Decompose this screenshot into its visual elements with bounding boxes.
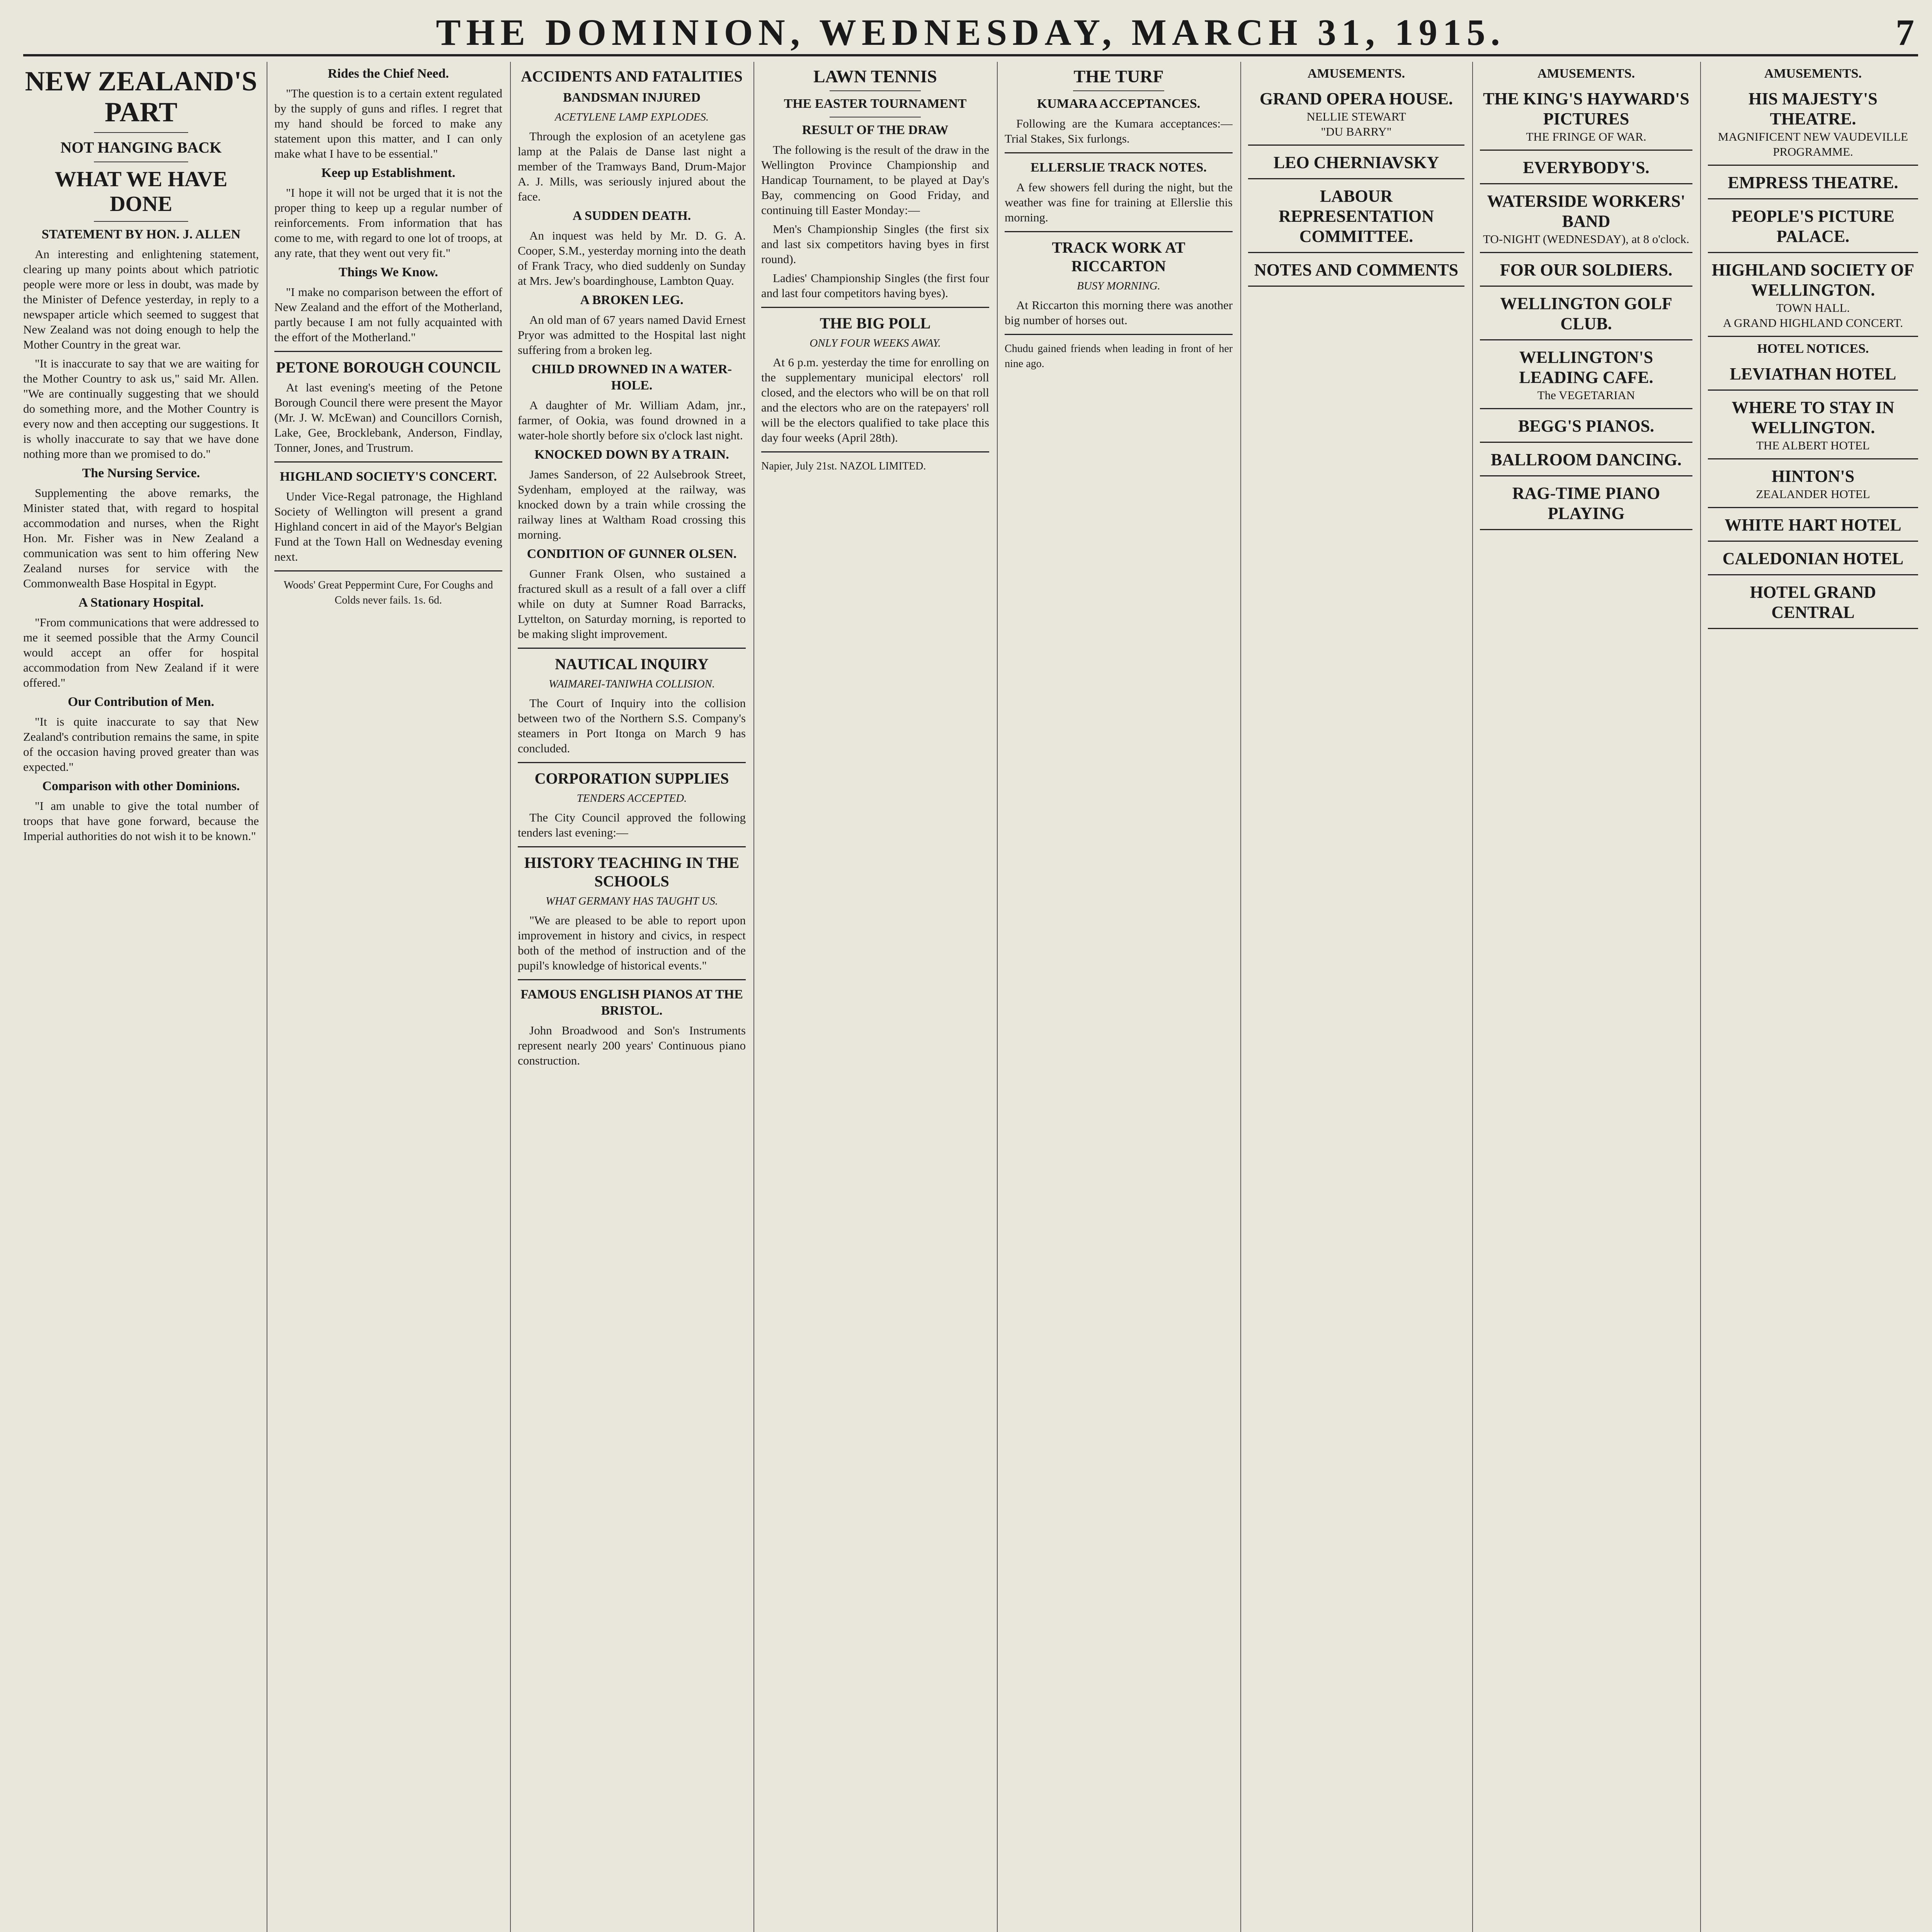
article-paragraph: "I hope it will not be urged that it is not the proper thing to keep up a regular number of reinforcements. From information that has come to me, with regard to one lot of troops, at any rate, that they went out very fit."	[274, 186, 502, 260]
ad-title: BEGG'S PIANOS.	[1518, 417, 1655, 435]
ad-text: THE FRINGE OF WAR.	[1526, 130, 1646, 143]
article-paragraph: Supplementing the above remarks, the Minister stated that, with regard to hospital accommodation and nurses, when the Right Hon. Mr. Fisher was in New Zealand a communication was sent to him offering New Zealand nurses for service with the Commonwealth Base Hospital in Egypt.	[23, 486, 259, 590]
subhead: HIGHLAND SOCIETY'S CONCERT.	[279, 469, 497, 484]
subhead: THE EASTER TOURNAMENT	[784, 97, 967, 111]
ad-title: HIS MAJESTY'S THEATRE.	[1748, 89, 1878, 128]
ad-title: HIGHLAND SOCIETY OF WELLINGTON.	[1711, 260, 1914, 299]
subhead: Comparison with other Dominions.	[42, 779, 240, 793]
column-4	[761, 62, 989, 1932]
advertisement	[1480, 257, 1692, 287]
article-paragraph: At 6 p.m. yesterday the time for enrolling on the supplementary municipal electors' roll closed, and the electors who will be on that roll and the electors who are on the ratepayers' roll will be the electors qualified to take place this day four weeks (April 28th).	[761, 355, 989, 444]
advertisement	[1480, 447, 1692, 476]
article-paragraph: The following is the result of the draw in the Wellington Province Championship and Handicap Tournament, to be played at Day's Bay, commencing on Good Friday, and continuing till Easter Monday:—	[761, 143, 989, 217]
article-paragraph: Ladies' Championship Singles (the first four and last four competitors having byes).	[761, 271, 989, 300]
advertisement	[1708, 546, 1918, 575]
advertisement	[1708, 463, 1918, 508]
article-paragraph: The Court of Inquiry into the collision between two of the Northern S.S. Company's steamers in Port Itonga on March 9 has concluded.	[518, 696, 746, 755]
article-paragraph: "We are pleased to be able to report upon improvement in history and civics, in respect both of the method of instruction and of the pupil's knowledge of historical events."	[518, 913, 746, 972]
article-paragraph: "From communications that were addressed to me it seemed possible that the Army Council would accept an offer for hospital accommodation from New Zealand if it were offered."	[23, 616, 259, 689]
section-headline: AMUSEMENTS.	[1764, 66, 1862, 81]
article-paragraph: Men's Championship Singles (the first six and last six competitors having byes in first round).	[761, 222, 989, 266]
subhead: The Nursing Service.	[82, 466, 200, 480]
ad-title: RAG-TIME PIANO PLAYING	[1512, 484, 1660, 523]
advertisement	[1708, 512, 1918, 542]
article-paragraph: An old man of 67 years named David Ernest Pryor was admitted to the Hospital last night suffering from a broken leg.	[518, 313, 746, 357]
section-headline: AMUSEMENTS.	[1537, 66, 1635, 81]
headline: NEW ZEALAND'S PART	[25, 66, 257, 128]
article-paragraph: An inquest was held by Mr. D. G. A. Cooper, S.M., yesterday morning into the death of Frank Tracy, who died suddenly on Sunday at Mrs. Jew's boardinghouse, Lambton Quay.	[518, 229, 746, 287]
subhead: BANDSMAN INJURED	[563, 90, 701, 105]
section-headline: THE BIG POLL	[820, 315, 931, 332]
subhead: A BROKEN LEG.	[580, 293, 684, 307]
ad-title: GRAND OPERA HOUSE.	[1260, 89, 1453, 108]
ad-text: The VEGETARIAN	[1537, 388, 1635, 402]
ad-title: WELLINGTON'S LEADING CAFE.	[1519, 348, 1653, 387]
ad-title: EMPRESS THEATRE.	[1728, 173, 1898, 192]
column-rule	[753, 62, 754, 1932]
section-headline: LAWN TENNIS	[813, 66, 937, 86]
column-amusements-1	[1248, 62, 1464, 1932]
ad-title: LEO CHERNIAVSKY	[1273, 153, 1439, 172]
section-headline: THE TURF	[1073, 66, 1164, 86]
advertisement	[1480, 413, 1692, 443]
advertisement	[1480, 188, 1692, 253]
column-3	[518, 62, 746, 1932]
article-paragraph: "I am unable to give the total number of troops that have gone forward, because the Imperial authorities do not wish it to be known."	[23, 799, 259, 843]
advertisement	[1708, 86, 1918, 166]
article-paragraph: James Sanderson, of 22 Aulsebrook Street, Sydenham, employed at the railway, was knocked down by a train while crossing the railway lines at Waltham Road crossing this morning.	[518, 468, 746, 541]
masthead-title: THE DOMINION, WEDNESDAY, MARCH 31, 1915.	[436, 12, 1505, 53]
article-paragraph: "The question is to a certain extent regulated by the supply of guns and rifles. I regret that my hand should be forced to make any statement upon this matter, and I can only make what I have to be essential."	[274, 87, 502, 160]
ad-title: LABOUR REPRESENTATION COMMITTEE.	[1279, 187, 1434, 246]
subhead: KUMARA ACCEPTANCES.	[1037, 97, 1201, 111]
subdeck: WHAT GERMANY HAS TAUGHT US.	[545, 895, 718, 907]
column-amusements-2	[1480, 62, 1692, 1932]
advertisement	[1708, 395, 1918, 459]
subhead: RESULT OF THE DRAW	[802, 123, 949, 137]
article-paragraph: The City Council approved the following tenders last evening:—	[518, 811, 746, 839]
column-5	[1005, 62, 1233, 1932]
column-rule	[1240, 62, 1241, 1932]
subhead: Our Contribution of Men.	[68, 695, 214, 709]
deck: STATEMENT BY HON. J. ALLEN	[41, 227, 241, 242]
advertisement	[1708, 257, 1918, 337]
ad-headline: FAMOUS ENGLISH PIANOS AT THE BRISTOL.	[520, 987, 743, 1018]
advertisement	[1248, 183, 1464, 253]
masthead	[23, 8, 1918, 56]
article-paragraph: An interesting and enlightening statement, clearing up many points about which patriotic people were more or less in doubt, was made by the Minister of Defence yesterday, in reply to a newspaper article which seemed to suggest that New Zealand was not doing enough to help the Mother Country in the great war.	[23, 247, 259, 351]
article-paragraph: At Riccarton this morning there was another big number of horses out.	[1005, 298, 1233, 327]
article-paragraph: A daughter of Mr. William Adam, jnr., farmer, of Ookia, was found drowned in a water-hole shortly before six o'clock last night.	[518, 398, 746, 442]
article-paragraph: Gunner Frank Olsen, who sustained a fractured skull as a result of a fall over a cliff while on duty at Sumner Road Barracks, Lyttelton, on Saturday morning, is reported to be making slight improvement.	[518, 567, 746, 641]
ad-title: WELLINGTON GOLF CLUB.	[1500, 294, 1672, 333]
deck: NOT HANGING BACK	[60, 139, 222, 156]
section-headline: PETONE BOROUGH COUNCIL	[276, 359, 501, 376]
ad-text: THE ALBERT HOTEL	[1756, 439, 1870, 452]
subdeck: BUSY MORNING.	[1077, 280, 1160, 292]
section-headline: NAUTICAL INQUIRY	[555, 655, 709, 673]
section-headline: ACCIDENTS AND FATALITIES	[521, 68, 743, 85]
section-headline: HOTEL NOTICES.	[1757, 342, 1869, 356]
section-headline: AMUSEMENTS.	[1307, 66, 1405, 81]
ad-title: WHERE TO STAY IN WELLINGTON.	[1731, 398, 1895, 437]
ad-text: MAGNIFICENT NEW VAUDEVILLE PROGRAMME.	[1718, 130, 1908, 158]
advertisement	[1480, 480, 1692, 530]
subhead: CHILD DROWNED IN A WATER-HOLE.	[531, 362, 732, 393]
ad-text: TO-NIGHT (WEDNESDAY), at 8 o'clock.	[1483, 232, 1689, 246]
section-headline: CORPORATION SUPPLIES	[534, 770, 729, 787]
article-paragraph: Following are the Kumara acceptances:— Trial Stakes, Six furlongs.	[1005, 117, 1233, 145]
ad-title: WATERSIDE WORKERS' BAND	[1487, 192, 1685, 231]
column-2	[274, 62, 502, 1932]
ad-title: FOR OUR SOLDIERS.	[1500, 260, 1673, 279]
column-rule	[997, 62, 998, 1932]
ad-title: NOTES AND COMMENTS	[1254, 260, 1459, 279]
ad-title: BALLROOM DANCING.	[1491, 450, 1682, 469]
column-1	[23, 62, 259, 1932]
ad-text: "DU BARRY"	[1321, 125, 1392, 138]
ad-title: LEVIATHAN HOTEL	[1730, 364, 1896, 383]
advertisement	[1708, 203, 1918, 253]
footer-ad: Woods' Great Peppermint Cure, For Coughs and Colds never fails. 1s. 6d.	[284, 579, 493, 606]
article-paragraph: A few showers fell during the night, but the weather was fine for training at Ellerslie this morning.	[1005, 180, 1233, 224]
advertisement	[1248, 257, 1464, 287]
article-paragraph: Under Vice-Regal patronage, the Highland Society of Wellington will present a grand Highland concert in aid of the Mayor's Belgian Fund at the Town Hall on Wednesday evening next.	[274, 490, 502, 563]
ad-text: John Broadwood and Son's Instruments represent nearly 200 years' Continuous piano construction.	[518, 1024, 746, 1067]
ad-title: EVERYBODY'S.	[1523, 158, 1650, 177]
advertisement	[1480, 344, 1692, 409]
footer-ad: Napier, July 21st. NAZOL LIMITED.	[761, 460, 926, 472]
advertisement	[1248, 150, 1464, 179]
footer-text: Chudu gained friends when leading in front of her nine ago.	[1005, 343, 1233, 370]
ad-title: HINTON'S	[1771, 467, 1855, 486]
advertisement	[1480, 291, 1692, 340]
ad-title: WHITE HART HOTEL	[1725, 515, 1901, 534]
section-headline: HISTORY TEACHING IN THE SCHOOLS	[524, 854, 740, 890]
deck: WHAT WE HAVE DONE	[54, 167, 228, 216]
advertisement	[1480, 155, 1692, 184]
column-rule	[510, 62, 511, 1932]
advertisement	[1708, 579, 1918, 629]
subdeck: TENDERS ACCEPTED.	[577, 792, 687, 804]
ad-title: HOTEL GRAND CENTRAL	[1750, 583, 1876, 622]
subdeck: ACETYLENE LAMP EXPLODES.	[554, 111, 709, 123]
article-paragraph: "I make no comparison between the effort of New Zealand and the effort of the Motherland, partly because I am not fully acquainted with the effort of the Motherland."	[274, 285, 502, 344]
subdeck: WAIMAREI-TANIWHA COLLISION.	[548, 678, 715, 690]
ad-text: A GRAND HIGHLAND CONCERT.	[1723, 316, 1903, 330]
ad-title: PEOPLE'S PICTURE PALACE.	[1731, 207, 1895, 246]
subdeck: ONLY FOUR WEEKS AWAY.	[810, 337, 941, 349]
advertisement	[1708, 170, 1918, 199]
subhead: ELLERSLIE TRACK NOTES.	[1031, 160, 1207, 175]
subhead: KNOCKED DOWN BY A TRAIN.	[534, 447, 729, 462]
article-paragraph: At last evening's meeting of the Petone Borough Council there were present the Mayor (Mr. J. W. McEwan) and Councillors Cornish, Lake, Gee, Brocklebank, Anderson, Findlay, Tonner, Jones, and Trustrum.	[274, 381, 502, 454]
advertisement	[1480, 86, 1692, 151]
ad-text: TOWN HALL.	[1776, 301, 1850, 315]
article-paragraph: "It is inaccurate to say that we are waiting for the Mother Country to ask us," said Mr. Allen. "We are continually suggesting that we should do something more, and the Mother Country is every now and then accepting our suggestions. It is wholly inaccurate to say that we have done nothing more than we promised to do."	[23, 357, 259, 461]
column-rule	[1700, 62, 1701, 1932]
ad-text: NELLIE STEWART	[1306, 110, 1406, 123]
ad-text: ZEALANDER HOTEL	[1756, 487, 1870, 501]
column-amusements-3	[1708, 62, 1918, 1932]
subhead: Things We Know.	[338, 265, 438, 279]
ad-title: THE KING'S HAYWARD'S PICTURES	[1483, 89, 1689, 128]
advertisement	[1248, 86, 1464, 146]
ad-title: CALEDONIAN HOTEL	[1722, 549, 1904, 568]
subhead: CONDITION OF GUNNER OLSEN.	[527, 547, 737, 561]
section-headline: TRACK WORK AT RICCARTON	[1052, 239, 1185, 275]
subhead: A SUDDEN DEATH.	[572, 209, 691, 223]
page-number: 7	[1896, 12, 1914, 53]
subhead: Keep up Establishment.	[321, 166, 456, 180]
subhead: Rides the Chief Need.	[328, 66, 449, 81]
subhead: A Stationary Hospital.	[78, 595, 204, 610]
column-rule	[1472, 62, 1473, 1932]
article-paragraph: Through the explosion of an acetylene gas lamp at the Palais de Danse last night a member of the Tramways Band, Drum-Major A. J. Mills, was seriously injured about the face.	[518, 129, 746, 203]
advertisement	[1708, 361, 1918, 391]
article-paragraph: "It is quite inaccurate to say that New Zealand's contribution remains the same, in spite of the occasion having proved greater than was expected."	[23, 715, 259, 774]
